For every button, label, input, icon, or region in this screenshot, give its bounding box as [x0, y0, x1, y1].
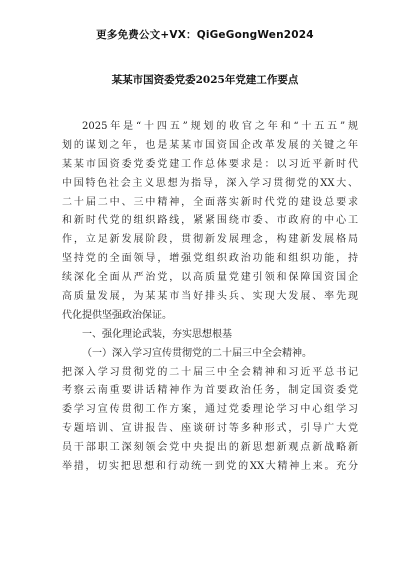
body-line: 坚持党的全面领导，增强党组织政治功能和组织功能，持	[62, 253, 358, 265]
body-line: 和新时代党的组织路线，紧紧围绕市委、市政府的中心工	[62, 215, 358, 227]
body-line: 划的谋划之年，也是某某市国资国企改革发展的关键之年	[62, 139, 358, 151]
body-line: 中国特色社会主义思想为指导，深入学习贯彻党的XX大、	[62, 177, 358, 189]
body-line: 某某市国资委党委党建工作总体要求是：以习近平新时代	[62, 158, 358, 170]
body-line: 二十届二中、三中精神，全面落实新时代党的建设总要求	[62, 196, 358, 208]
body-line: 委学习宣传贯彻工作方案，通过党委理论学习中心组学习	[62, 404, 358, 416]
body-line: 续深化全面从严治党，以高质量党建引领和保障国资国企	[62, 272, 358, 284]
body-line: 员干部职工深刻领会党中央提出的新思想新观点新战略新	[62, 442, 358, 454]
body-line: 专题培训、宣讲报告、座谈研讨等多种形式，引导广大党	[62, 423, 358, 435]
body-line: 2025年是“十四五”规划的收官之年和“十五五”规	[82, 121, 358, 132]
body-line: 作，立足新发展阶段，贯彻新发展理念，构建新发展格局	[62, 234, 358, 246]
subsection-heading: （一）深入学习宣传贯彻党的二十届三中全会精神。	[82, 347, 312, 359]
promo-banner: 更多免费公文+VX：QiGeGongWen2024	[96, 29, 314, 41]
body-line: 举措，切实把思想和行动统一到党的XX大精神上来。充分	[62, 461, 358, 473]
document-body	[62, 118, 358, 477]
document-title: 某某市国资委党委2025年党建工作要点	[111, 74, 299, 86]
body-line: 高质量发展，为某某市当好排头兵、实现大发展、率先现	[62, 291, 358, 303]
body-line: 代化提供坚强政治保证。	[62, 309, 172, 321]
body-line: 把深入学习贯彻党的二十届三中全会精神和习近平总书记	[62, 366, 358, 378]
section-heading: 一、强化理论武装，夯实思想根基	[82, 328, 232, 340]
body-line: 考察云南重要讲话精神作为首要政治任务，制定国资委党	[62, 385, 358, 397]
